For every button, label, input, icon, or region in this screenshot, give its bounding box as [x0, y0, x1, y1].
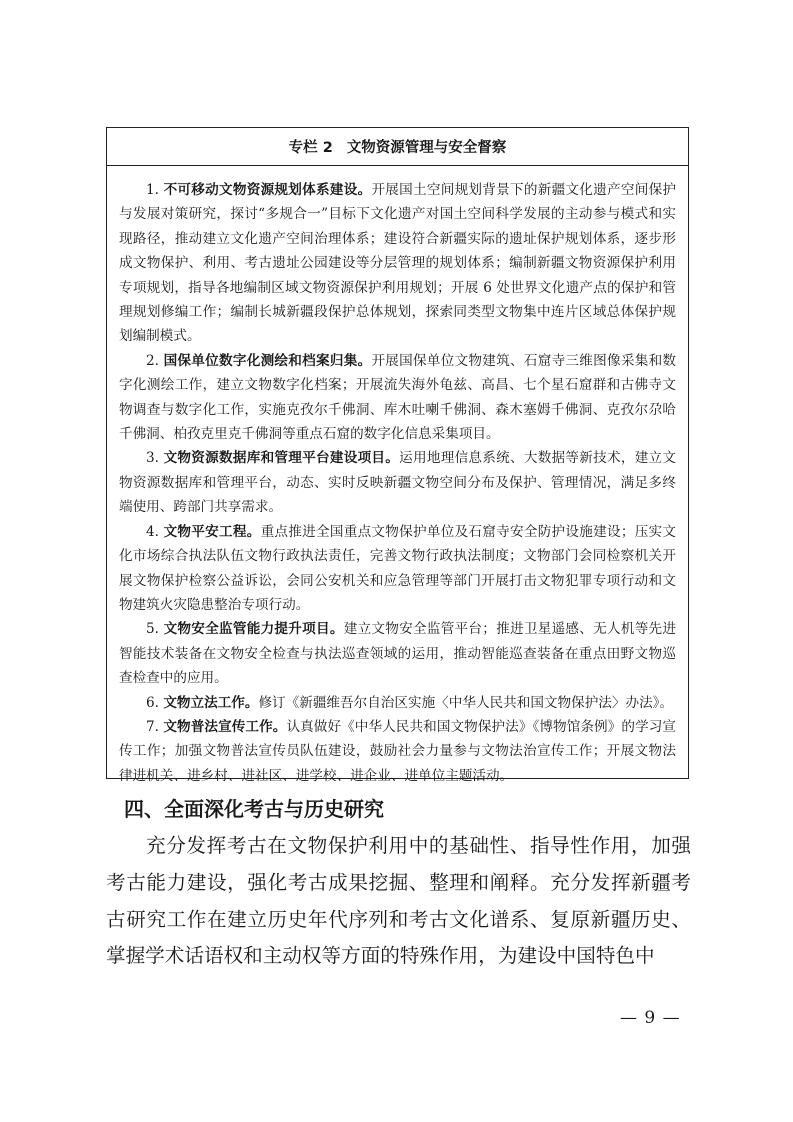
item-number: 3.: [146, 450, 159, 467]
page-number: — 9 —: [620, 1008, 681, 1028]
list-item: [119, 520, 676, 618]
item-number: 1.: [146, 182, 159, 198]
item-text: 开展国保单位文物建筑、石窟寺三维图像采集和数字化测绘工作，建立文物数字化档案；开展流失海外龟兹、高昌、七个星石窟群和古佛寺文物调查与数字化工作，实施克孜尔千佛洞、库木吐喇千佛洞、森木塞姆千佛洞、克孜尔尕哈千佛洞、柏孜克里克千佛洞等重点石窟的数字化信息采集项目。: [119, 352, 677, 443]
item-text: 认真做好《中华人民共和国文物保护法》《博物馆条例》的学习宣传工作；加强文物普法宣传员队伍建设，鼓励社会力量参与文物法治宣传工作；开展文物法律进机关、进乡村、进社区、进学校、进企业、进单位主题活动。: [119, 718, 677, 784]
item-number: 7.: [146, 718, 159, 735]
column-box-title: [107, 128, 688, 166]
list-item: [119, 349, 676, 447]
item-lead: 国保单位数字化测绘和档案归集。: [163, 352, 372, 369]
item-text: 重点推进全国重点文物保护单位及石窟寺安全防护设施建设；压实文化市场综合执法队伍文物行政执法责任，完善文物行政执法制度；文物部门会同检察机关开展文物保护检察公益诉讼，会同公安机关和应急管理等部门开展打击文物犯罪专项行动和文物建筑火灾隐患整治专项行动。: [119, 523, 677, 613]
item-lead: 文物平安工程。: [163, 523, 261, 540]
list-item: [119, 178, 676, 349]
column-box-body: [107, 166, 688, 788]
column-box-title-text: 文物资源管理与安全督察: [346, 140, 507, 156]
item-text: 开展国土空间规划背景下的新疆文化遗产空间保护与发展对策研究，探讨“多规合一”目标下文化遗产对国土空间科学发展的主动参与模式和实现路径，推动建立文化遗产空间治理体系；建设符合新疆实际的遗址保护规划体系，逐步形成文物保护、利用、考古遗址公园建设等分层管理的规划体系；编制新疆文物资源保护利用专项规划，指导各地编制区域文物资源保护利用规划；开展 6 处世界文化遗产点的保护和管理规划修编工作；编制长城新疆段保护总体规划，探索同类型文物集中连片区域总体保护规划编制模式。: [119, 182, 677, 345]
list-item: [119, 617, 676, 690]
item-text: 修订《新疆维吾尔自治区实施〈中华人民共和国文物保护法〉办法》。: [258, 694, 674, 711]
column-box-label: 专栏 2: [288, 140, 333, 156]
item-lead: 文物立法工作。: [163, 694, 259, 711]
item-number: 5.: [146, 621, 159, 638]
list-item: [119, 715, 676, 788]
list-item: [119, 691, 676, 715]
section-heading: 四、全面深化考古与历史研究: [124, 797, 384, 821]
column-box: [106, 127, 689, 784]
item-number: 2.: [146, 352, 159, 369]
item-lead: 文物资源数据库和管理平台建设项目。: [163, 450, 400, 467]
body-paragraph: 充分发挥考古在文物保护利用中的基础性、指导性作用，加强考古能力建设，强化考古成果挖掘、整理和阐释。充分发挥新疆考古研究工作在建立历史年代序列和考古文化谱系、复原新疆历史、掌握学术话语权和主动权等方面的特殊作用，为建设中国特色中: [106, 834, 691, 968]
item-lead: 文物安全监管能力提升项目。: [163, 621, 344, 638]
item-number: 6.: [146, 694, 159, 711]
item-text: 运用地理信息系统、大数据等新技术，建立文物资源数据库和管理平台，动态、实时反映新疆文物空间分布及保护、管理情况，满足多终端使用、跨部门共享需求。: [119, 450, 677, 516]
list-item: [119, 446, 676, 519]
item-number: 4.: [146, 523, 159, 540]
item-lead: 不可移动文物资源规划体系建设。: [163, 182, 372, 198]
item-text: 建立文物安全监管平台；推进卫星遥感、无人机等先进智能技术装备在文物安全检查与执法巡查领域的运用，推动智能巡查装备在重点田野文物巡查检查中的应用。: [119, 621, 677, 687]
item-lead: 文物普法宣传工作。: [163, 718, 287, 735]
